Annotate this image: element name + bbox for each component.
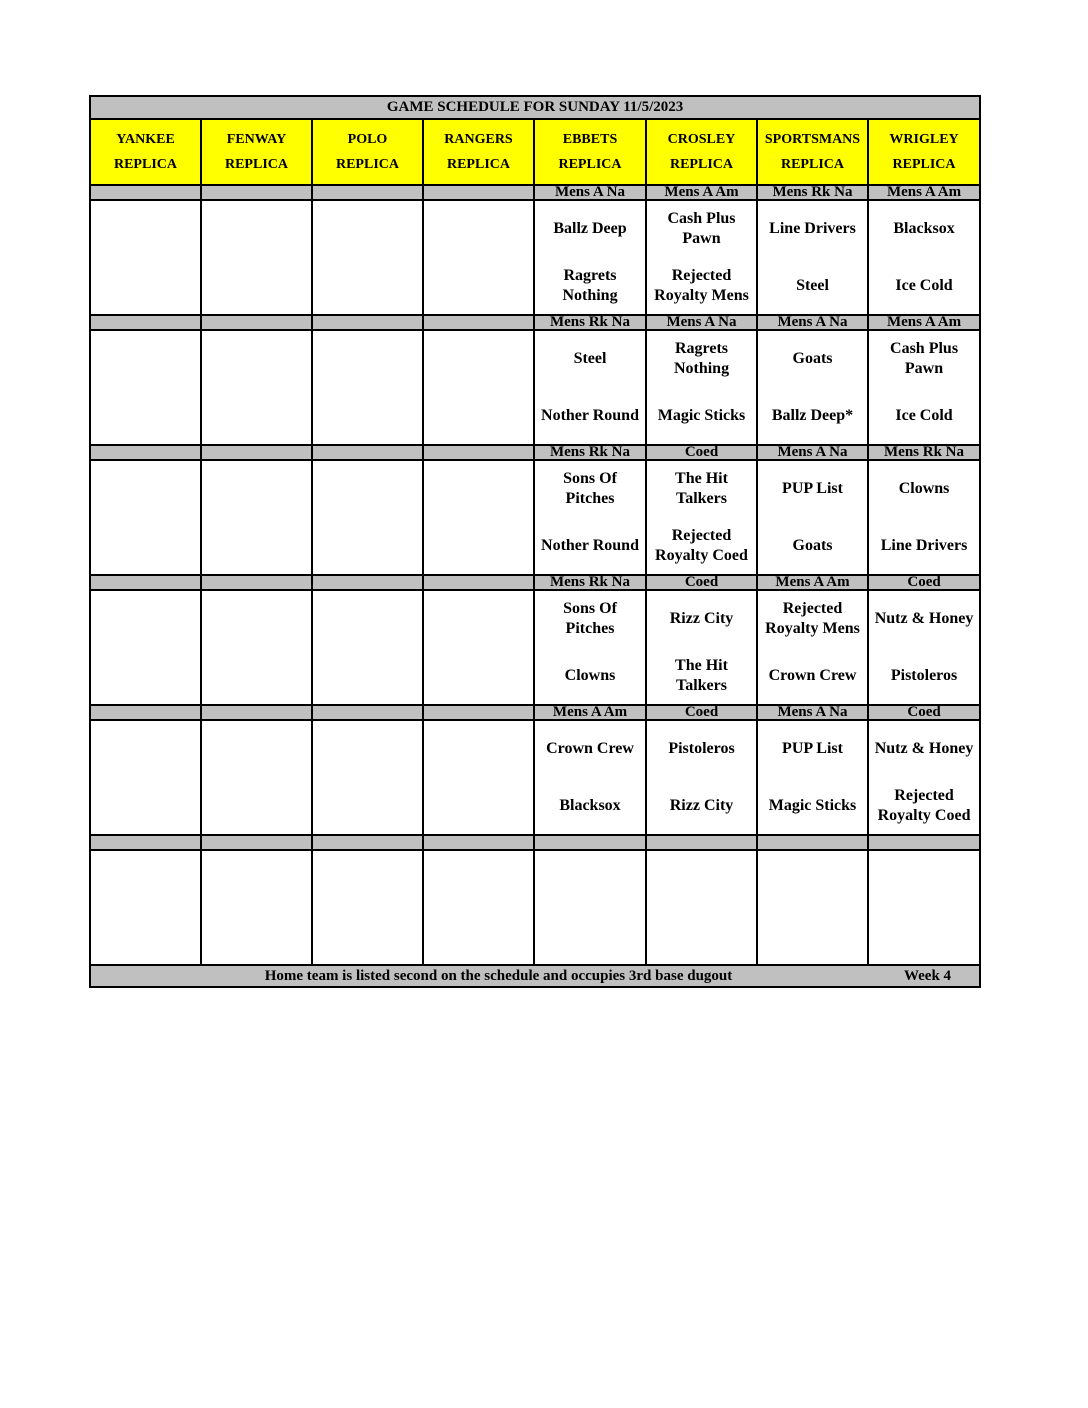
division-label: Coed [646, 445, 757, 460]
away-team: PUP List [782, 740, 843, 758]
empty-cell [201, 200, 312, 315]
field-header-4 [534, 119, 646, 185]
field-header-7 [868, 119, 980, 185]
game-cell [868, 720, 980, 835]
division-label [423, 835, 534, 850]
away-team: Rizz City [669, 610, 734, 628]
field-header-1 [201, 119, 312, 185]
home-team: Line Drivers [880, 536, 968, 554]
division-label [312, 315, 423, 330]
empty-cell [312, 460, 423, 575]
field-subtitle: REPLICA [558, 157, 622, 172]
away-team: PUP List [782, 480, 843, 498]
empty-cell [90, 200, 201, 315]
game-cell [646, 330, 757, 445]
schedule-title: GAME SCHEDULE FOR SUNDAY 11/5/2023 [90, 96, 980, 119]
division-label [201, 445, 312, 460]
division-label [646, 835, 757, 850]
division-label: Mens A Am [757, 575, 868, 590]
division-row [90, 315, 980, 330]
field-header-5 [646, 119, 757, 185]
division-label [90, 575, 201, 590]
division-label: Mens A Am [868, 185, 980, 200]
game-cell [868, 330, 980, 445]
division-label [201, 835, 312, 850]
division-label: Mens Rk Na [534, 445, 646, 460]
home-team: Clowns [564, 666, 616, 684]
game-cell [868, 590, 980, 705]
home-team: Rizz City [669, 796, 734, 814]
game-cell [757, 460, 868, 575]
away-team: Pistoleros [668, 740, 735, 758]
division-label: Mens A Na [757, 315, 868, 330]
division-label [90, 315, 201, 330]
empty-cell [868, 850, 980, 965]
away-team: Cash Plus Pawn [890, 340, 959, 378]
home-team: Ballz Deep* [771, 406, 854, 424]
empty-cell [312, 200, 423, 315]
empty-cell [90, 460, 201, 575]
home-team: Nother Round [541, 406, 639, 424]
home-team: Steel [796, 276, 829, 294]
division-label [201, 185, 312, 200]
division-label [201, 315, 312, 330]
empty-cell [201, 720, 312, 835]
division-label [534, 835, 646, 850]
division-label: Mens A Na [757, 445, 868, 460]
division-label [312, 185, 423, 200]
game-cell [757, 330, 868, 445]
division-label: Mens Rk Na [534, 315, 646, 330]
game-row [90, 850, 980, 965]
field-subtitle: REPLICA [224, 157, 288, 172]
game-cell [534, 330, 646, 445]
division-row [90, 705, 980, 720]
division-row [90, 835, 980, 850]
game-cell [646, 460, 757, 575]
empty-cell [90, 720, 201, 835]
empty-cell [423, 850, 534, 965]
division-label [423, 315, 534, 330]
division-label [423, 445, 534, 460]
empty-cell [423, 330, 534, 445]
division-label: Mens A Na [534, 185, 646, 200]
away-team: Sons Of Pitches [563, 470, 617, 508]
game-cell [646, 200, 757, 315]
division-label [90, 185, 201, 200]
division-label: Mens A Na [646, 315, 757, 330]
empty-cell [201, 460, 312, 575]
schedule-table [89, 95, 981, 988]
home-team: Blacksox [559, 796, 621, 814]
away-team: Cash Plus Pawn [667, 210, 736, 248]
division-label: Mens Rk Na [534, 575, 646, 590]
field-name: POLO [347, 132, 388, 147]
empty-cell [423, 720, 534, 835]
empty-cell [312, 330, 423, 445]
away-team: Ballz Deep [553, 220, 627, 238]
away-team: Goats [792, 350, 833, 368]
game-row [90, 590, 980, 705]
game-cell [868, 460, 980, 575]
division-label: Mens A Na [757, 705, 868, 720]
division-label [423, 185, 534, 200]
game-row [90, 460, 980, 575]
game-cell [646, 590, 757, 705]
field-name: SPORTSMANS [764, 132, 861, 147]
home-team: Ice Cold [895, 276, 953, 294]
empty-cell [90, 330, 201, 445]
field-subtitle: REPLICA [892, 157, 956, 172]
home-team: Pistoleros [890, 666, 958, 684]
empty-cell [312, 590, 423, 705]
game-cell [868, 200, 980, 315]
game-cell [757, 720, 868, 835]
division-label [868, 835, 980, 850]
title-row [90, 96, 980, 119]
field-subtitle: REPLICA [669, 157, 733, 172]
division-label: Mens A Am [646, 185, 757, 200]
away-team: The Hit Talkers [675, 470, 728, 508]
field-subtitle: REPLICA [780, 157, 844, 172]
home-team: Rejected Royalty Coed [877, 786, 971, 824]
game-cell [534, 460, 646, 575]
field-header-6 [757, 119, 868, 185]
empty-cell [90, 590, 201, 705]
field-name: FENWAY [226, 132, 287, 147]
division-label: Mens A Am [534, 705, 646, 720]
field-name: YANKEE [116, 132, 175, 147]
empty-cell [201, 330, 312, 445]
away-team: Blacksox [893, 220, 955, 238]
away-team: Rejected Royalty Mens [765, 600, 860, 638]
home-team: Nother Round [541, 536, 639, 554]
home-team: The Hit Talkers [675, 656, 728, 694]
away-team: Nutz & Honey [874, 740, 974, 758]
field-header-row [90, 119, 980, 185]
game-row [90, 200, 980, 315]
field-header-2 [312, 119, 423, 185]
division-row [90, 575, 980, 590]
empty-cell [201, 850, 312, 965]
home-team: Ice Cold [895, 406, 953, 424]
empty-cell [757, 850, 868, 965]
away-team: Crown Crew [546, 740, 634, 758]
division-label: Coed [868, 575, 980, 590]
division-label: Mens A Am [868, 315, 980, 330]
footer-note: Home team is listed second on the schedule and occupies 3rd base dugout [264, 967, 733, 984]
game-row [90, 330, 980, 445]
game-cell [757, 200, 868, 315]
field-subtitle: REPLICA [446, 157, 510, 172]
division-label [312, 835, 423, 850]
game-cell [646, 720, 757, 835]
field-header-3 [423, 119, 534, 185]
empty-cell [646, 850, 757, 965]
field-name: RANGERS [444, 132, 513, 147]
home-team: Ragrets Nothing [562, 266, 618, 304]
division-label [423, 705, 534, 720]
home-team: Goats [792, 536, 833, 554]
division-label [312, 445, 423, 460]
empty-cell [423, 200, 534, 315]
empty-cell [534, 850, 646, 965]
game-cell [757, 590, 868, 705]
game-cell [534, 720, 646, 835]
division-label [423, 575, 534, 590]
game-cell [534, 200, 646, 315]
game-cell [534, 590, 646, 705]
empty-cell [312, 850, 423, 965]
empty-cell [423, 590, 534, 705]
division-label [201, 705, 312, 720]
division-row [90, 185, 980, 200]
away-team: Nutz & Honey [874, 610, 974, 628]
division-label [312, 705, 423, 720]
home-team: Crown Crew [768, 666, 857, 684]
division-label [757, 835, 868, 850]
empty-cell [312, 720, 423, 835]
home-team: Rejected Royalty Coed [655, 526, 748, 564]
home-team: Magic Sticks [768, 796, 857, 814]
empty-cell [423, 460, 534, 575]
week-label: Week 4 [903, 967, 952, 984]
away-team: Steel [573, 350, 607, 368]
field-name: EBBETS [562, 132, 618, 147]
field-header-0 [90, 119, 201, 185]
division-row [90, 445, 980, 460]
field-name: WRIGLEY [889, 132, 959, 147]
division-label [90, 835, 201, 850]
division-label: Coed [646, 575, 757, 590]
division-label [90, 705, 201, 720]
away-team: Ragrets Nothing [673, 340, 730, 378]
division-label: Mens Rk Na [757, 185, 868, 200]
footer-row [90, 965, 980, 987]
game-row [90, 720, 980, 835]
away-team: Sons Of Pitches [563, 600, 617, 638]
home-team: Magic Sticks [657, 406, 746, 424]
field-name: CROSLEY [667, 132, 736, 147]
division-label: Mens Rk Na [868, 445, 980, 460]
division-label: Coed [868, 705, 980, 720]
empty-cell [201, 590, 312, 705]
field-subtitle: REPLICA [335, 157, 399, 172]
division-label [201, 575, 312, 590]
division-label: Coed [646, 705, 757, 720]
away-team: Line Drivers [769, 220, 856, 238]
division-label [312, 575, 423, 590]
division-label [90, 445, 201, 460]
empty-cell [90, 850, 201, 965]
field-subtitle: REPLICA [113, 157, 177, 172]
footer-cell [90, 965, 980, 987]
away-team: Clowns [898, 480, 950, 498]
home-team: Rejected Royalty Mens [654, 266, 749, 304]
